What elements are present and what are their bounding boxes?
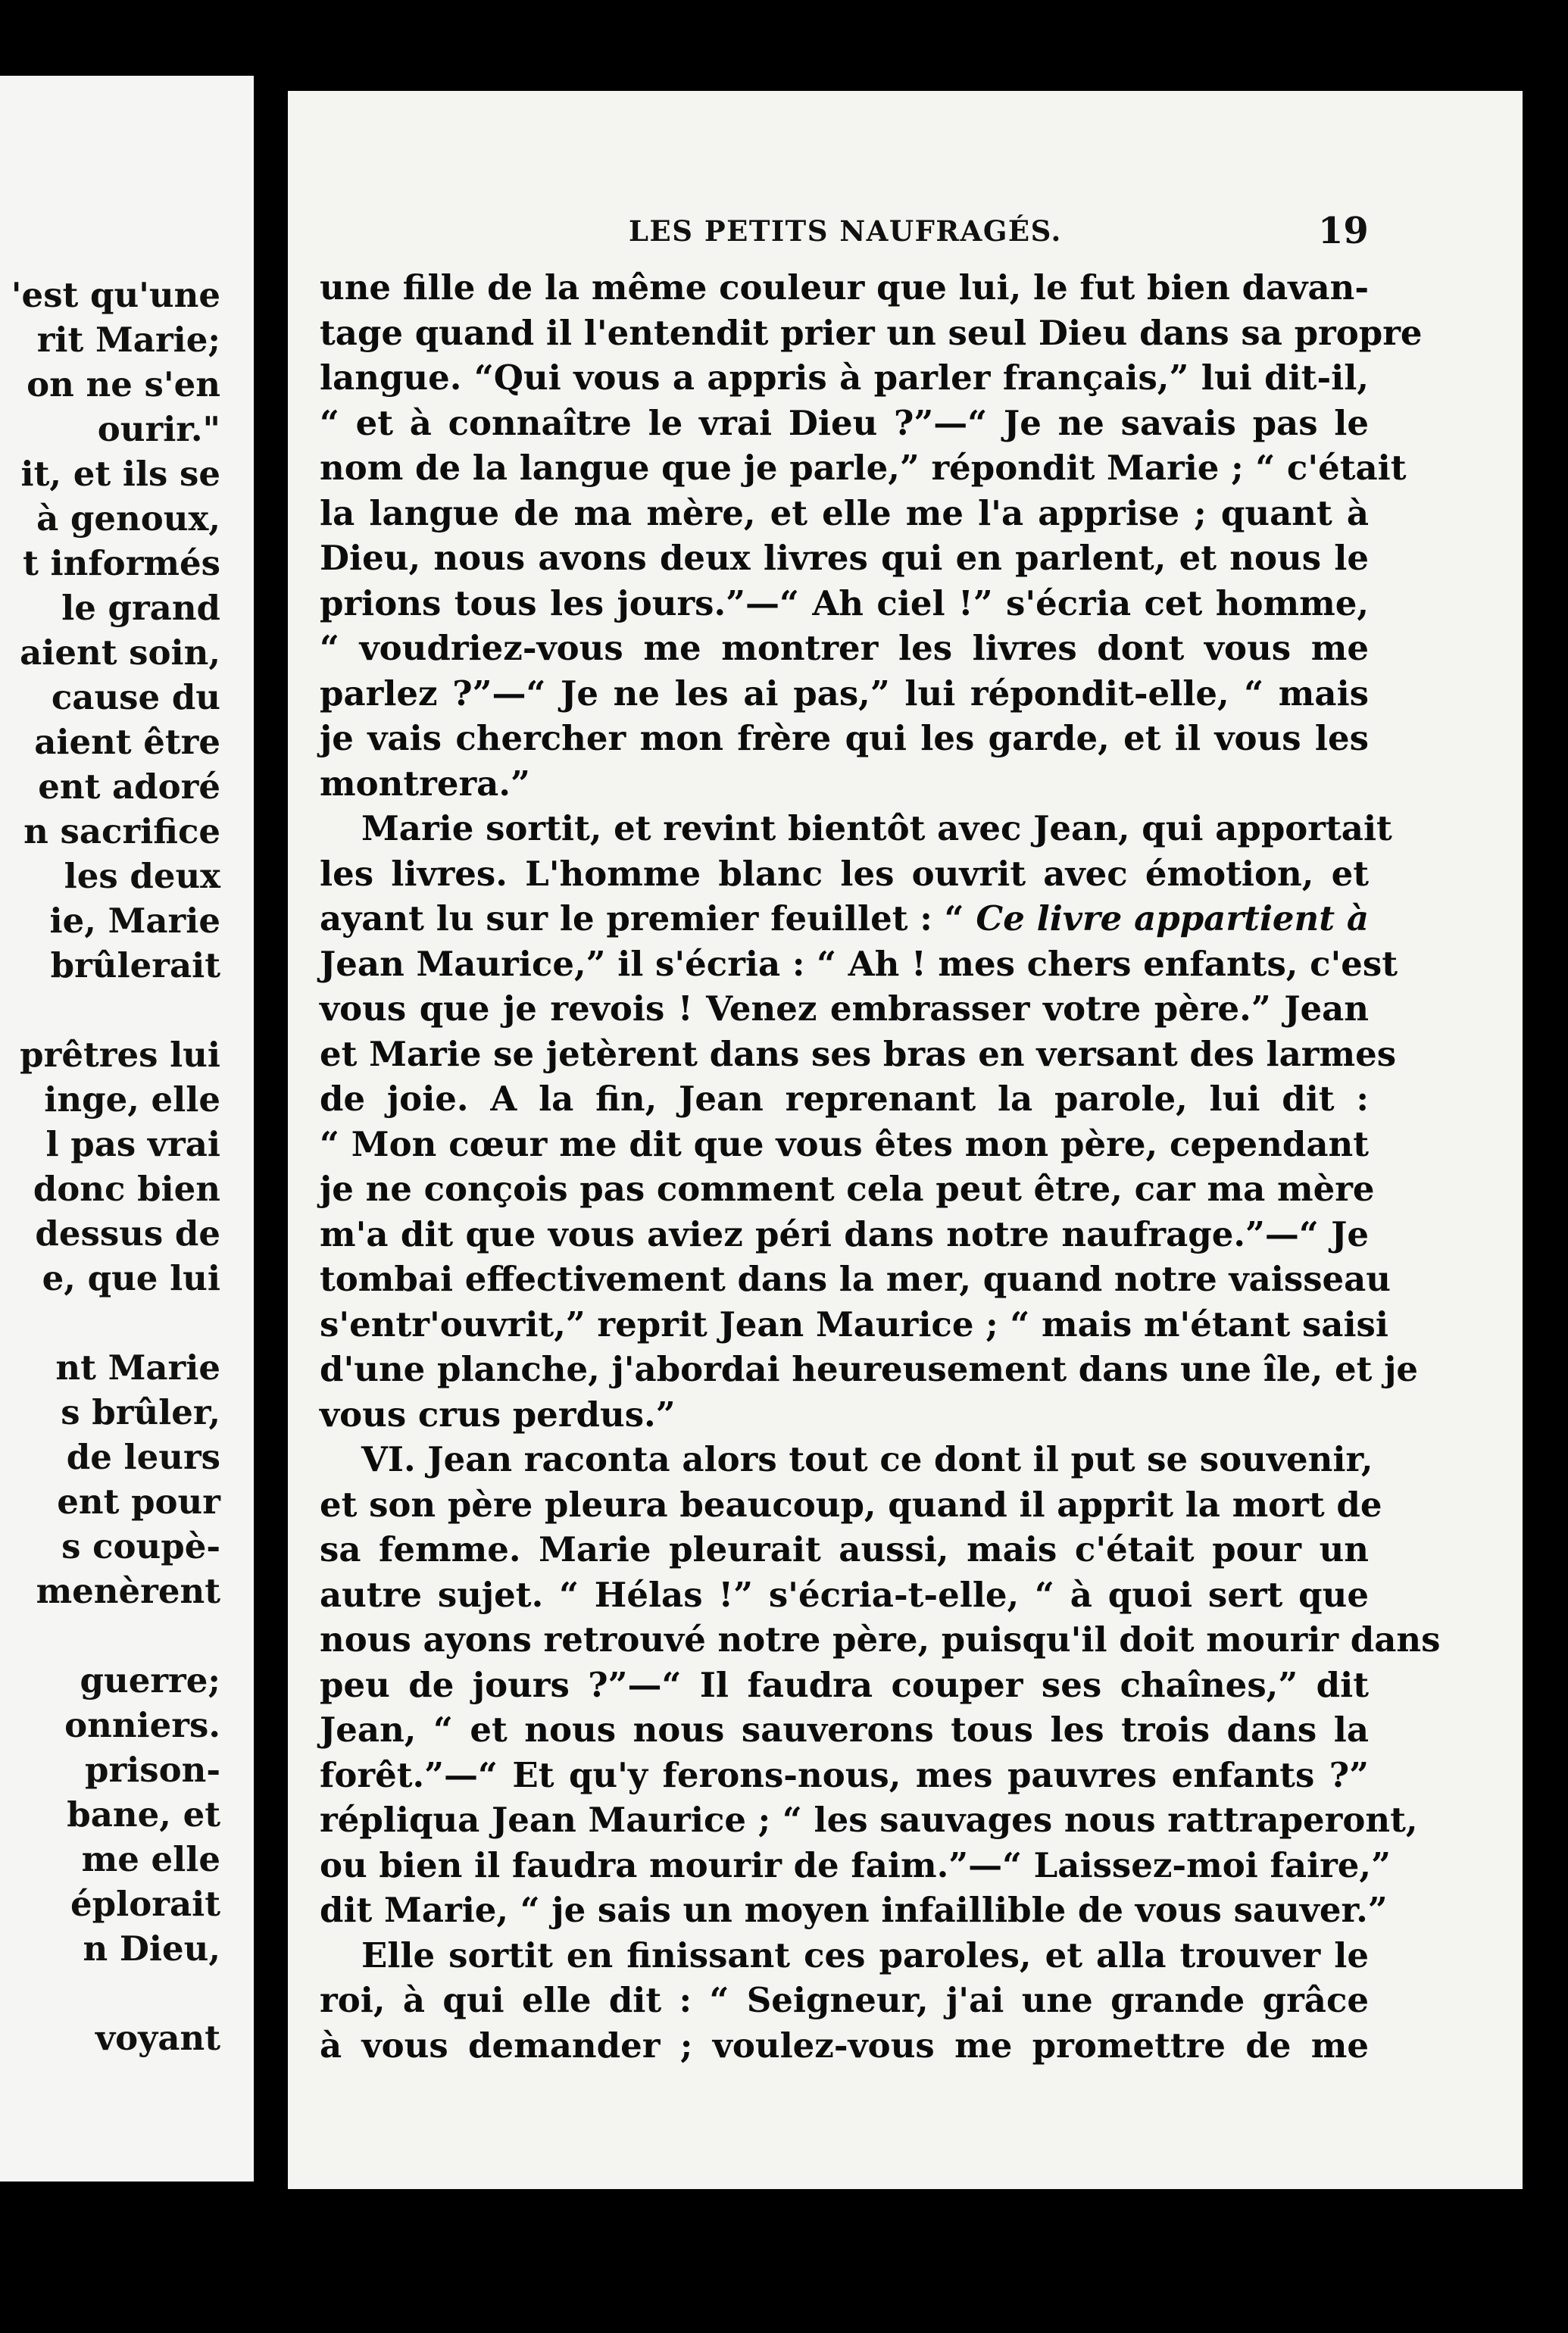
left-page-line: n sacrifice <box>23 811 220 851</box>
left-page-line: aient soin, <box>20 632 220 673</box>
text-line: et Marie se jetèrent dans ses bras en versant des larmes <box>320 1033 1397 1074</box>
text-line: nom de la langue que je parle,” répondit Marie ; “ c'était <box>320 448 1407 488</box>
left-page-line: s coupè- <box>61 1526 220 1566</box>
left-page-line: voyant <box>95 2018 220 2058</box>
text-line: “ voudriez-vous me montrer les livres dont vous me <box>320 628 1369 668</box>
text-line: à vous demander ; voulez-vous me promettre de me <box>320 2025 1369 2066</box>
left-page <box>0 76 254 2182</box>
left-page-line <box>11 1971 220 2016</box>
text-line: de joie. A la fin, Jean reprenant la parole, lui dit : <box>320 1079 1369 1119</box>
text-line: autre sujet. “ Hélas !” s'écria-t-elle, “ à quoi sert que <box>320 1574 1369 1615</box>
text-line: “ Mon cœur me dit que vous êtes mon père, cependant <box>320 1123 1369 1164</box>
left-page-line: ent pour <box>57 1482 220 1522</box>
left-page-line: on ne s'en <box>27 364 220 404</box>
text-line: peu de jours ?”—“ Il faudra couper ses chaînes,” dit <box>320 1664 1369 1705</box>
left-page-line: ourir." <box>97 409 220 449</box>
left-page-line: dessus de <box>35 1213 220 1254</box>
left-page-line: nt Marie <box>55 1348 220 1388</box>
left-page-line: ent adoré <box>38 767 220 807</box>
text-line: tage quand il l'entendit prier un seul Dieu dans sa propre <box>320 312 1423 353</box>
body-text <box>320 265 1441 2068</box>
left-page-line <box>11 1613 220 1658</box>
left-page-line: it, et ils se <box>20 454 220 494</box>
left-page-line <box>11 988 220 1032</box>
left-page-line: éplorait <box>70 1884 220 1924</box>
left-page-line: inge, elle <box>44 1079 220 1120</box>
text-line: les livres. L'homme blanc les ouvrit avec émotion, et <box>320 853 1369 894</box>
left-page-line: donc bien <box>33 1169 220 1209</box>
left-page-line: onniers. <box>64 1705 220 1745</box>
left-page-line: l pas vrai <box>45 1124 220 1164</box>
text-line: d'une planche, j'abordai heureusement dans une île, et je <box>320 1349 1418 1389</box>
running-head: LES PETITS NAUFRAGÉS. <box>629 214 1062 248</box>
text-line: “ et à connaître le vrai Dieu ?”—“ Je ne savais pas le <box>320 402 1369 443</box>
text-line: Marie sortit, et revint bientôt avec Jean, qui apportait <box>361 808 1392 848</box>
italic-book-inscription: Ce livre appartient à <box>976 898 1370 939</box>
left-page-line: de leurs <box>66 1437 220 1477</box>
book-gutter <box>254 68 288 2189</box>
left-page-line: rit Marie; <box>36 320 220 360</box>
text-line: s'entr'ouvrit,” reprit Jean Maurice ; “ mais m'étant saisi <box>320 1304 1388 1345</box>
text-line: langue. “Qui vous a appris à parler français,” lui dit-il, <box>320 358 1369 398</box>
text-line: tombai effectivement dans la mer, quand notre vaisseau <box>320 1259 1392 1299</box>
text-line: répliqua Jean Maurice ; “ les sauvages nous rattraperont, <box>320 1800 1418 1840</box>
text-line: sa femme. Marie pleurait aussi, mais c'était pour un <box>320 1529 1369 1569</box>
text-line: je vais chercher mon frère qui les garde, et il vous les <box>320 718 1369 758</box>
left-page-line: n Dieu, <box>83 1929 220 1969</box>
text-line: forêt.”—“ Et qu'y ferons-nous, mes pauvres enfants ?” <box>320 1754 1369 1795</box>
text-line: Jean Maurice,” il s'écria : “ Ah ! mes chers enfants, c'est <box>320 943 1398 984</box>
page-number: 19 <box>1318 210 1369 252</box>
left-page-line: me elle <box>81 1839 220 1879</box>
text-line: vous que je revois ! Venez embrasser votre père.” Jean <box>320 988 1369 1029</box>
text-line: ou bien il faudra mourir de faim.”—“ Laissez-moi faire,” <box>320 1844 1391 1885</box>
text-line: la langue de ma mère, et elle me l'a apprise ; quant à <box>320 492 1369 533</box>
right-page <box>288 91 1523 2189</box>
left-page-line: aient être <box>34 722 220 762</box>
left-page-line: le grand <box>61 588 220 628</box>
text-line: Elle sortit en finissant ces paroles, et alla trouver le <box>361 1935 1369 1975</box>
left-page-line: les deux <box>64 856 220 896</box>
left-page-line: à genoux, <box>36 498 220 539</box>
text-line: Jean, “ et nous nous sauverons tous les trois dans la <box>320 1710 1369 1750</box>
text-line: je ne conçois pas comment cela peut être, car ma mère <box>320 1169 1375 1209</box>
text-line: vous crus perdus.” <box>320 1394 676 1435</box>
left-page-line <box>11 1301 220 1345</box>
left-page-line: cause du <box>51 677 220 717</box>
left-page-text <box>11 273 220 2060</box>
text-line-segment: ayant lu sur le premier feuillet : “ <box>320 898 976 939</box>
text-line: roi, à qui elle dit : “ Seigneur, j'ai une grande grâce <box>320 1980 1369 2020</box>
text-line: et son père pleura beaucoup, quand il apprit la mort de <box>320 1484 1382 1525</box>
left-page-line: brûlerait <box>50 945 220 985</box>
text-line: VI. Jean raconta alors tout ce dont il put se souvenir, <box>361 1439 1373 1479</box>
text-line: dit Marie, “ je sais un moyen infaillible de vous sauver.” <box>320 1890 1388 1930</box>
left-page-line: ie, Marie <box>49 901 220 941</box>
text-line: m'a dit que vous aviez péri dans notre naufrage.”—“ Je <box>320 1213 1369 1254</box>
text-line: prions tous les jours.”—“ Ah ciel !” s'écria cet homme, <box>320 582 1369 623</box>
left-page-line: menèrent <box>36 1571 220 1611</box>
left-page-line: guerre; <box>80 1660 220 1701</box>
text-line: parlez ?”—“ Je ne les ai pas,” lui répondit-elle, “ mais <box>320 673 1369 714</box>
text-line <box>320 896 1369 942</box>
left-page-line: s brûler, <box>61 1392 220 1432</box>
text-line: une fille de la même couleur que lui, le fut bien davan- <box>320 267 1369 308</box>
left-page-line: e, que lui <box>42 1258 220 1298</box>
text-line: montrera.” <box>320 763 530 804</box>
left-page-line: t informés <box>23 543 220 583</box>
left-page-line: bane, et <box>67 1794 220 1835</box>
text-line: Dieu, nous avons deux livres qui en parlent, et nous le <box>320 538 1369 578</box>
left-page-line: 'est qu'une <box>11 275 220 315</box>
text-line: nous ayons retrouvé notre père, puisqu'il doit mourir dans <box>320 1619 1441 1660</box>
left-page-line: prison- <box>84 1750 220 1790</box>
page-header <box>288 205 1523 258</box>
left-page-line: prêtres lui <box>20 1035 220 1075</box>
